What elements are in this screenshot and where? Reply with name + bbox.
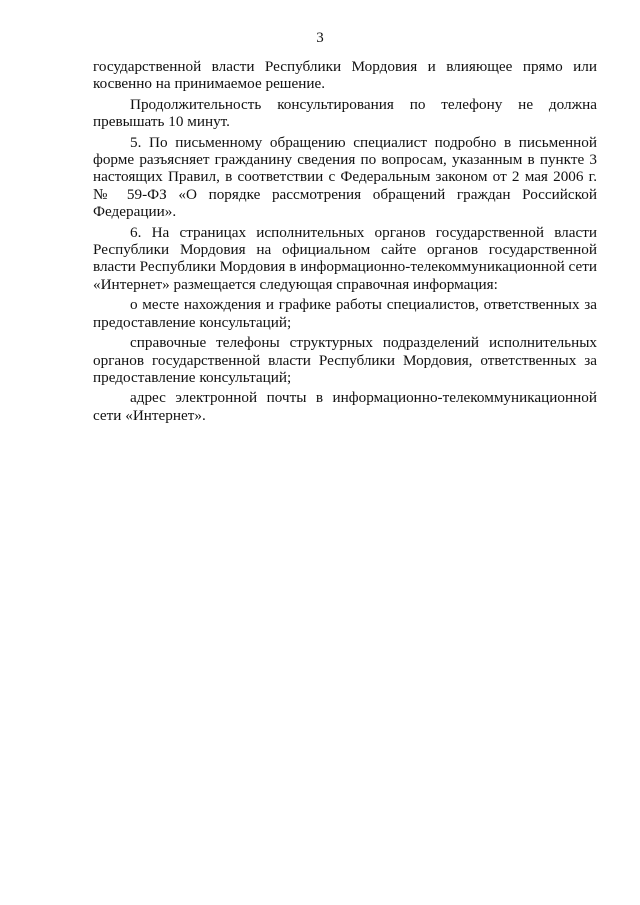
document-body bbox=[93, 58, 597, 427]
paragraph-consultation-duration: Продолжительность консультирования по телефону не должна превышать 10 минут. bbox=[93, 95, 597, 131]
paragraph-location-schedule: о месте нахождения и графике работы специалистов, ответственных за предоставление консультаций; bbox=[93, 296, 597, 331]
paragraph-item-6: 6. На страницах исполнительных органов государственной власти Республики Мордовия на официальном сайте органов государственной власти Республики Мордовия в информационно-телекоммуникационной сети «Интернет» размещается следующая справочная информация: bbox=[93, 223, 597, 293]
paragraph-reference-phones: справочные телефоны структурных подразделений исполнительных органов государственной власти Республики Мордовия, ответственных за предоставление консультаций; bbox=[93, 334, 597, 386]
paragraph-item-5: 5. По письменному обращению специалист подробно в письменной форме разъясняет гражданину сведения по вопросам, указанным в пункте 3 настоящих Правил, в соответствии с Федеральным законом от 2 мая 2006 г. № 59-ФЗ «О порядке рассмотрения обращений граждан Российской Федерации». bbox=[93, 133, 597, 221]
paragraph-email-address: адрес электронной почты в информационно-телекоммуникационной сети «Интернет». bbox=[93, 389, 597, 424]
page-number: 3 bbox=[316, 30, 324, 46]
paragraph-continuation: государственной власти Республики Мордовия и влияющее прямо или косвенно на принимаемое решение. bbox=[93, 58, 597, 93]
